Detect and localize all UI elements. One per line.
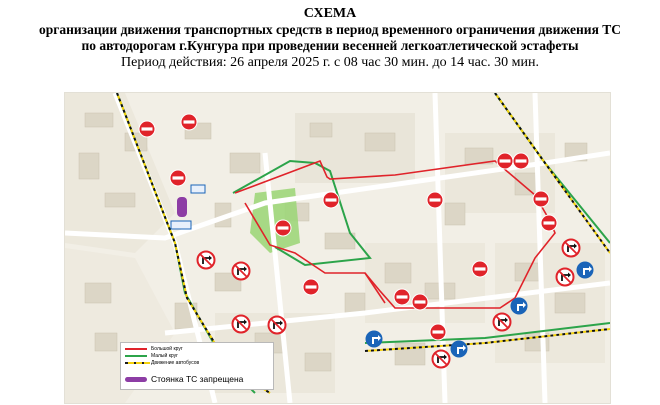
no-entry-sign-9: [412, 294, 428, 310]
no-entry-sign-6: [427, 192, 443, 208]
legend-no-parking: [125, 373, 243, 385]
no-turn-sign-7: [494, 314, 511, 331]
no-entry-sign-3: [170, 170, 186, 186]
no-entry-sign-12: [513, 153, 529, 169]
no-entry-sign-5: [323, 192, 339, 208]
legend-red-line: [125, 348, 147, 350]
no-turn-sign-3: [233, 316, 250, 333]
legend-big-loop-label: Большой круг: [151, 346, 183, 352]
legend-purple-line: [125, 377, 147, 382]
no-entry-sign-4: [275, 220, 291, 236]
no-entry-sign-1: [139, 121, 155, 137]
no-entry-sign-13: [533, 191, 549, 207]
validity-period: Период действия: 26 апреля 2025 г. с 08 час 30 мин. до 14 час. 30 мин.: [121, 55, 539, 70]
direction-sign-4: [451, 341, 468, 358]
no-entry-sign-11: [497, 153, 513, 169]
no-entry-sign-10: [472, 261, 488, 277]
no-entry-sign-2: [181, 114, 197, 130]
legend-green-line: [125, 355, 147, 357]
no-turn-sign-4: [269, 317, 286, 334]
map-subtitle-line2: по автодорогам г.Кунгура при проведении весенней легкоатлетической эстафеты: [81, 38, 579, 53]
legend-small-loop-label: Малый круг: [151, 353, 178, 359]
legend-bus: [125, 359, 199, 367]
map-subtitle-line1: организации движения транспортных средств в период временного ограничения движения ТС: [38, 22, 622, 37]
map-legend: [120, 342, 274, 390]
no-turn-sign-6: [557, 269, 574, 286]
no-turn-sign-1: [198, 252, 215, 269]
legend-bus-label: Движение автобусов: [151, 360, 200, 366]
no-entry-sign-15: [430, 324, 446, 340]
no-entry-sign-8: [394, 289, 410, 305]
no-entry-sign-14: [541, 215, 557, 231]
map-header: [0, 0, 660, 71]
no-entry-sign-7: [303, 279, 319, 295]
direction-sign-1: [366, 331, 383, 348]
direction-sign-2: [577, 262, 594, 279]
legend-bus-line: [125, 362, 147, 364]
legend-no-parking-label: Стоянка ТС запрещена: [151, 374, 244, 384]
no-turn-sign-5: [563, 240, 580, 257]
direction-sign-3: [511, 298, 528, 315]
no-turn-sign-2: [233, 263, 250, 280]
map-title: СХЕМА: [303, 6, 357, 21]
no-turn-sign-8: [433, 351, 450, 368]
